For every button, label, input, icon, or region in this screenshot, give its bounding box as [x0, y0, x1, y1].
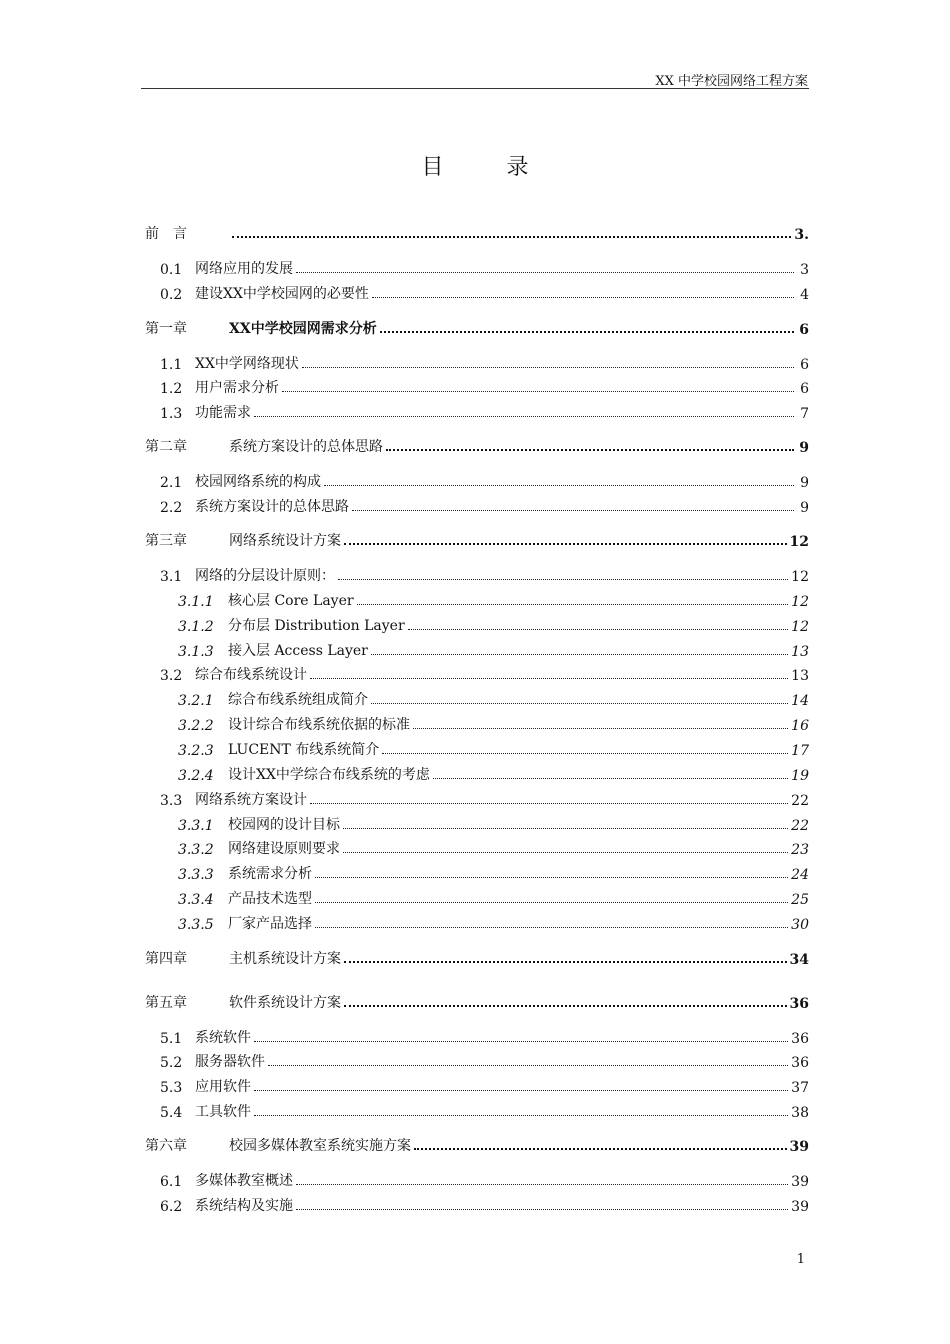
toc-section-entry[interactable] [178, 812, 809, 834]
toc-entry-title: 系统方案设计的总体思路 [229, 439, 383, 455]
toc-entry-title: XX中学网络现状 [195, 356, 299, 372]
toc-page-number: 12 [791, 619, 809, 635]
toc-section-entry[interactable] [160, 400, 809, 422]
toc-leader-dots [338, 579, 788, 580]
toc-page-number: 13 [791, 644, 809, 660]
toc-entry-number: 3.3.4 [178, 892, 214, 908]
toc-leader-dots [315, 927, 788, 928]
toc-leader-dots [380, 331, 794, 333]
toc-entry-number: 3.3.2 [178, 842, 214, 858]
toc-section-entry[interactable] [160, 662, 809, 684]
toc-leader-dots [254, 1090, 788, 1091]
toc-entry-number: 3.1.1 [178, 594, 214, 610]
toc-chapter-entry[interactable] [145, 990, 809, 1012]
toc-entry-title: 应用软件 [195, 1079, 251, 1095]
toc-entry-number: 5.2 [160, 1055, 183, 1071]
toc-entry-title: 网络系统设计方案 [229, 533, 341, 549]
toc-entry-number: 第六章 [145, 1138, 187, 1154]
toc-entry-title: 网络建设原则要求 [228, 841, 340, 857]
toc-entry-title: 厂家产品选择 [228, 916, 312, 932]
toc-entry-number: 前 言 [145, 226, 187, 242]
toc-entry-number: 2.1 [160, 475, 183, 491]
toc-entry-number: 6.1 [160, 1174, 183, 1190]
toc-entry-title: 软件系统设计方案 [229, 995, 341, 1011]
toc-leader-dots [254, 1041, 788, 1042]
toc-leader-dots [254, 1115, 788, 1116]
toc-leader-dots [310, 803, 788, 804]
toc-leader-dots [282, 391, 794, 392]
toc-leader-dots [324, 485, 794, 486]
toc-entry-number: 1.2 [160, 381, 183, 397]
toc-page-number: 12 [789, 534, 809, 550]
toc-page-number: 12 [791, 569, 809, 585]
toc-leader-dots [315, 902, 788, 903]
toc-entry-number: 3.3.5 [178, 917, 214, 933]
toc-leader-dots [408, 629, 789, 630]
toc-section-entry[interactable] [178, 762, 809, 784]
toc-leader-dots [310, 678, 788, 679]
toc-page-number: 36 [789, 996, 809, 1012]
toc-leader-dots [268, 1065, 788, 1066]
toc-leader-dots [433, 778, 788, 779]
header-rule [141, 88, 809, 89]
toc-page-number: 24 [791, 867, 809, 883]
toc-section-entry[interactable] [178, 861, 809, 883]
toc-chapter-entry[interactable] [145, 221, 809, 243]
toc-leader-dots [296, 272, 794, 273]
toc-leader-dots [413, 728, 788, 729]
toc-section-entry[interactable] [178, 737, 809, 759]
toc-section-entry[interactable] [160, 1049, 809, 1071]
toc-entry-number: 3.1.3 [178, 644, 214, 660]
toc-entry-number: 0.2 [160, 287, 183, 303]
toc-page-number: 6 [800, 381, 809, 397]
toc-leader-dots [371, 654, 788, 655]
toc-entry-number: 3.2.1 [178, 693, 214, 709]
toc-entry-title: LUCENT 布线系统简介 [228, 742, 380, 758]
toc-page-number: 13 [791, 668, 809, 684]
toc-chapter-entry[interactable] [145, 528, 809, 550]
toc-entry-number: 3.1.2 [178, 619, 214, 635]
toc-entry-number: 3.3.1 [178, 818, 214, 834]
toc-leader-dots [302, 367, 794, 368]
toc-leader-dots [254, 416, 794, 417]
toc-entry-title: 网络的分层设计原则： [195, 568, 335, 584]
toc-entry-title: 系统需求分析 [228, 866, 312, 882]
toc-leader-dots [352, 510, 794, 511]
toc-entry-number: 3.3.3 [178, 867, 214, 883]
toc-section-entry[interactable] [178, 886, 809, 908]
toc-entry-number: 第二章 [145, 439, 187, 455]
toc-section-entry[interactable] [160, 1025, 809, 1047]
toc-entry-title: 主机系统设计方案 [229, 951, 341, 967]
toc-page-number: 3 [800, 262, 809, 278]
toc-page-number: 7 [800, 406, 809, 422]
toc-entry-number: 3.2.4 [178, 768, 214, 784]
toc-page-number: 19 [791, 768, 809, 784]
toc-entry-title: 分布层 Distribution Layer [228, 618, 405, 634]
toc-entry-title: 建设XX中学校园网的必要性 [195, 286, 369, 302]
toc-entry-title: 系统软件 [195, 1030, 251, 1046]
toc-page-number: 14 [791, 693, 809, 709]
toc-entry-number: 1.3 [160, 406, 183, 422]
toc-leader-dots [386, 449, 794, 451]
toc-leader-dots [344, 961, 787, 963]
toc-leader-dots [296, 1209, 788, 1210]
toc-entry-title: 校园网的设计目标 [228, 817, 340, 833]
toc-section-entry[interactable] [160, 281, 809, 303]
toc-page-number: 9 [800, 475, 809, 491]
toc-entry-number: 2.2 [160, 500, 183, 516]
toc-entry-number: 第四章 [145, 951, 187, 967]
toc-section-entry[interactable] [178, 588, 809, 610]
toc-entry-title: 系统结构及实施 [195, 1198, 293, 1214]
toc-leader-dots [371, 703, 788, 704]
toc-chapter-entry[interactable] [145, 316, 809, 338]
toc-entry-title: 工具软件 [195, 1104, 251, 1120]
toc-section-entry[interactable] [178, 712, 809, 734]
toc-section-entry[interactable] [160, 1074, 809, 1096]
toc-entry-number: 5.3 [160, 1080, 183, 1096]
toc-leader-dots [382, 753, 788, 754]
toc-entry-title: 系统方案设计的总体思路 [195, 499, 349, 515]
toc-entry-title: XX中学校园网需求分析 [229, 321, 377, 337]
toc-section-entry[interactable] [160, 563, 809, 585]
toc-page-number: 6 [800, 357, 809, 373]
toc-entry-number: 0.1 [160, 262, 183, 278]
toc-leader-dots [343, 852, 788, 853]
toc-entry-title: 综合布线系统设计 [195, 667, 307, 683]
toc-entry-number: 1.1 [160, 357, 183, 373]
toc-page-number: 22 [791, 818, 809, 834]
toc-page-number: 34 [789, 952, 809, 968]
toc-section-entry[interactable] [160, 1193, 809, 1215]
toc-entry-title: 设计综合布线系统依据的标准 [228, 717, 410, 733]
toc-page-number: 12 [791, 594, 809, 610]
toc-entry-number: 3.2 [160, 668, 183, 684]
toc-section-entry[interactable] [160, 469, 809, 491]
toc-page-number: 6 [799, 322, 809, 338]
toc-entry-title: 产品技术选型 [228, 891, 312, 907]
toc-entry-number: 5.1 [160, 1031, 183, 1047]
running-header: XX 中学校园网络工程方案 [655, 74, 808, 89]
toc-entry-title: 综合布线系统组成简介 [228, 692, 368, 708]
toc-page-number: 9 [800, 500, 809, 516]
toc-page-number: 39 [789, 1139, 809, 1155]
toc-section-entry[interactable] [178, 613, 809, 635]
toc-page-number: 23 [791, 842, 809, 858]
toc-section-entry[interactable] [178, 638, 809, 660]
toc-leader-dots [372, 297, 794, 298]
toc-entry-number: 5.4 [160, 1105, 183, 1121]
toc-section-entry[interactable] [160, 256, 809, 278]
toc-section-entry[interactable] [160, 494, 809, 516]
toc-entry-number: 3.2.2 [178, 718, 214, 734]
toc-entry-title: 校园网络系统的构成 [195, 474, 321, 490]
toc-leader-dots [343, 828, 788, 829]
toc-entry-title: 用户需求分析 [195, 380, 279, 396]
toc-entry-title: 网络应用的发展 [195, 261, 293, 277]
toc-entry-number: 第一章 [145, 321, 187, 337]
toc-leader-dots [296, 1184, 788, 1185]
toc-leader-dots [357, 604, 789, 605]
toc-chapter-entry[interactable] [145, 946, 809, 968]
toc-leader-dots [232, 236, 791, 238]
toc-page-number: 39 [791, 1199, 809, 1215]
toc-page-number: 37 [791, 1080, 809, 1096]
toc-page-number: 3. [794, 227, 809, 243]
toc-leader-dots [344, 1005, 787, 1007]
toc-page-number: 22 [791, 793, 809, 809]
toc-section-entry[interactable] [178, 836, 809, 858]
toc-page-number: 36 [791, 1031, 809, 1047]
toc-section-entry[interactable] [160, 1099, 809, 1121]
toc-entry-title: 网络系统方案设计 [195, 792, 307, 808]
toc-section-entry[interactable] [178, 911, 809, 933]
toc-entry-title: 校园多媒体教室系统实施方案 [229, 1138, 411, 1154]
toc-entry-number: 第五章 [145, 995, 187, 1011]
toc-page-number: 9 [799, 440, 809, 456]
toc-entry-number: 6.2 [160, 1199, 183, 1215]
toc-section-entry[interactable] [178, 687, 809, 709]
toc-entry-title: 设计XX中学综合布线系统的考虑 [228, 767, 430, 783]
toc-section-entry[interactable] [160, 351, 809, 373]
toc-page-number: 30 [791, 917, 809, 933]
toc-section-entry[interactable] [160, 375, 809, 397]
toc-page-number: 25 [791, 892, 809, 908]
toc-entry-title: 服务器软件 [195, 1054, 265, 1070]
toc-entry-number: 3.2.3 [178, 743, 214, 759]
toc-entry-title: 多媒体教室概述 [195, 1173, 293, 1189]
toc-entry-number: 3.3 [160, 793, 183, 809]
toc-page-number: 38 [791, 1105, 809, 1121]
toc-section-entry[interactable] [160, 1168, 809, 1190]
page-number: 1 [796, 1252, 805, 1267]
toc-page-number: 16 [791, 718, 809, 734]
toc-entry-number: 第三章 [145, 533, 187, 549]
toc-leader-dots [315, 877, 788, 878]
toc-entry-number: 3.1 [160, 569, 183, 585]
toc-title: 目 录 [421, 155, 557, 180]
toc-entry-title: 核心层 Core Layer [228, 593, 354, 609]
toc-page-number: 39 [791, 1174, 809, 1190]
toc-entry-title: 接入层 Access Layer [228, 643, 368, 659]
toc-leader-dots [344, 543, 787, 545]
toc-leader-dots [414, 1148, 787, 1150]
toc-chapter-entry[interactable] [145, 434, 809, 456]
toc-section-entry[interactable] [160, 787, 809, 809]
toc-page-number: 17 [791, 743, 809, 759]
toc-page-number: 4 [800, 287, 809, 303]
toc-entry-title: 功能需求 [195, 405, 251, 421]
toc-chapter-entry[interactable] [145, 1133, 809, 1155]
toc-page-number: 36 [791, 1055, 809, 1071]
